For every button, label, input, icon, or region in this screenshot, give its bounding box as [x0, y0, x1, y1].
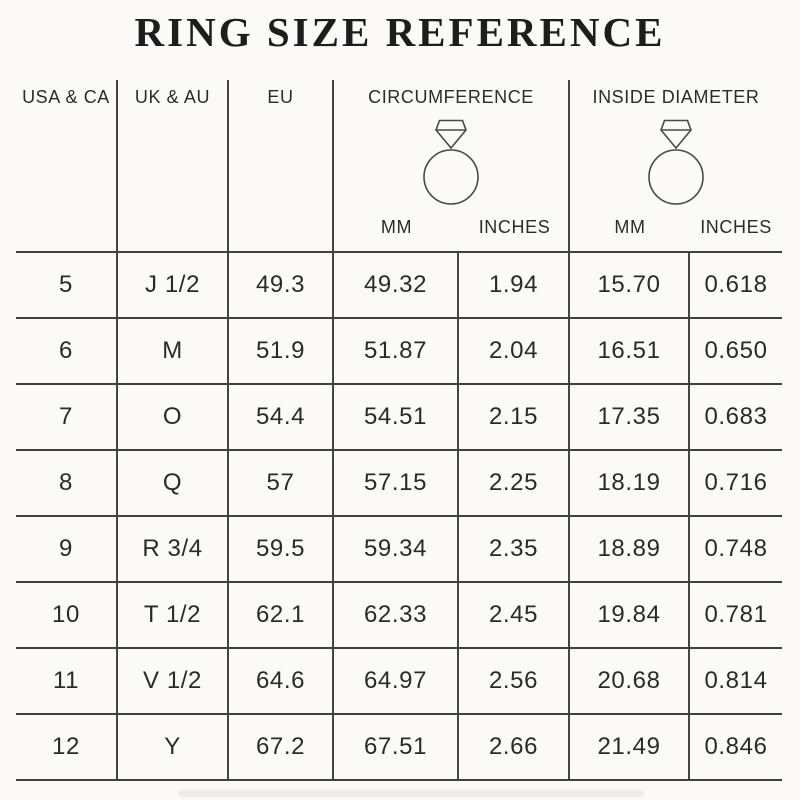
table-cell: 62.1	[229, 581, 334, 647]
sub-header-row	[570, 217, 782, 251]
column-header-usa-ca	[16, 80, 118, 251]
diamond-ring-icon	[421, 118, 481, 206]
table-cell: M	[118, 317, 229, 383]
table-cell: 64.97	[334, 647, 459, 713]
column-header-label: EU	[267, 87, 294, 107]
column-header-label: UK & AU	[134, 87, 211, 107]
table-cell: 59.34	[334, 515, 459, 581]
column-header-eu	[229, 80, 334, 251]
table-cell: 49.3	[229, 251, 334, 317]
table-cell: 15.70	[570, 251, 690, 317]
table-cell: 8	[16, 449, 118, 515]
table-cell: 57	[229, 449, 334, 515]
table-cell: 62.33	[334, 581, 459, 647]
table-cell: 0.618	[690, 251, 782, 317]
table-cell: 21.49	[570, 713, 690, 779]
table-cell: T 1/2	[118, 581, 229, 647]
table-cell: 2.35	[459, 515, 570, 581]
table-cell: 51.9	[229, 317, 334, 383]
table-cell: 2.15	[459, 383, 570, 449]
table-cell: 54.4	[229, 383, 334, 449]
column-header-label: INSIDE DIAMETER	[592, 87, 760, 107]
table-cell: Y	[118, 713, 229, 779]
sub-header-inches: INCHES	[478, 217, 551, 237]
table-cell: V 1/2	[118, 647, 229, 713]
bottom-edge-smudge	[178, 790, 644, 797]
page-title: RING SIZE REFERENCE	[134, 9, 666, 55]
column-header-label: CIRCUMFERENCE	[368, 87, 534, 107]
sub-header-mm: MM	[614, 217, 646, 237]
table-cell: 0.683	[690, 383, 782, 449]
sub-header-row	[334, 217, 568, 251]
table-cell: 57.15	[334, 449, 459, 515]
table-cell: 17.35	[570, 383, 690, 449]
table-cell: 0.650	[690, 317, 782, 383]
table-cell: 49.32	[334, 251, 459, 317]
table-cell: 0.814	[690, 647, 782, 713]
column-header-label: USA & CA	[22, 87, 110, 107]
table-cell: 11	[16, 647, 118, 713]
table-cell: O	[118, 383, 229, 449]
table-cell: 19.84	[570, 581, 690, 647]
table-cell: 9	[16, 515, 118, 581]
table-cell: 1.94	[459, 251, 570, 317]
table-cell: 67.51	[334, 713, 459, 779]
table-cell: 5	[16, 251, 118, 317]
sub-header-mm: MM	[380, 217, 413, 237]
table-cell: 0.716	[690, 449, 782, 515]
table-cell: 51.87	[334, 317, 459, 383]
table-cell: 18.89	[570, 515, 690, 581]
table-cell: 2.66	[459, 713, 570, 779]
ring-size-table	[16, 80, 782, 781]
sub-header-inches: INCHES	[700, 217, 772, 237]
column-header-uk-au	[118, 80, 229, 251]
table-cell: 2.04	[459, 317, 570, 383]
table-cell: 67.2	[229, 713, 334, 779]
table-cell: 0.846	[690, 713, 782, 779]
table-cell: 2.45	[459, 581, 570, 647]
table-cell: 12	[16, 713, 118, 779]
column-header-circumference	[334, 80, 570, 251]
table-cell: 7	[16, 383, 118, 449]
table-cell: 10	[16, 581, 118, 647]
table-cell: 59.5	[229, 515, 334, 581]
table-cell: 0.748	[690, 515, 782, 581]
table-cell: J 1/2	[118, 251, 229, 317]
table-cell: 2.25	[459, 449, 570, 515]
table-cell: 54.51	[334, 383, 459, 449]
diamond-ring-icon	[646, 118, 706, 206]
table-cell: 20.68	[570, 647, 690, 713]
table-cell: 18.19	[570, 449, 690, 515]
table-cell: R 3/4	[118, 515, 229, 581]
table-cell: 6	[16, 317, 118, 383]
column-header-inside-diameter	[570, 80, 782, 251]
table-cell: 2.56	[459, 647, 570, 713]
table-cell: Q	[118, 449, 229, 515]
table-cell: 64.6	[229, 647, 334, 713]
table-cell: 16.51	[570, 317, 690, 383]
table-cell: 0.781	[690, 581, 782, 647]
